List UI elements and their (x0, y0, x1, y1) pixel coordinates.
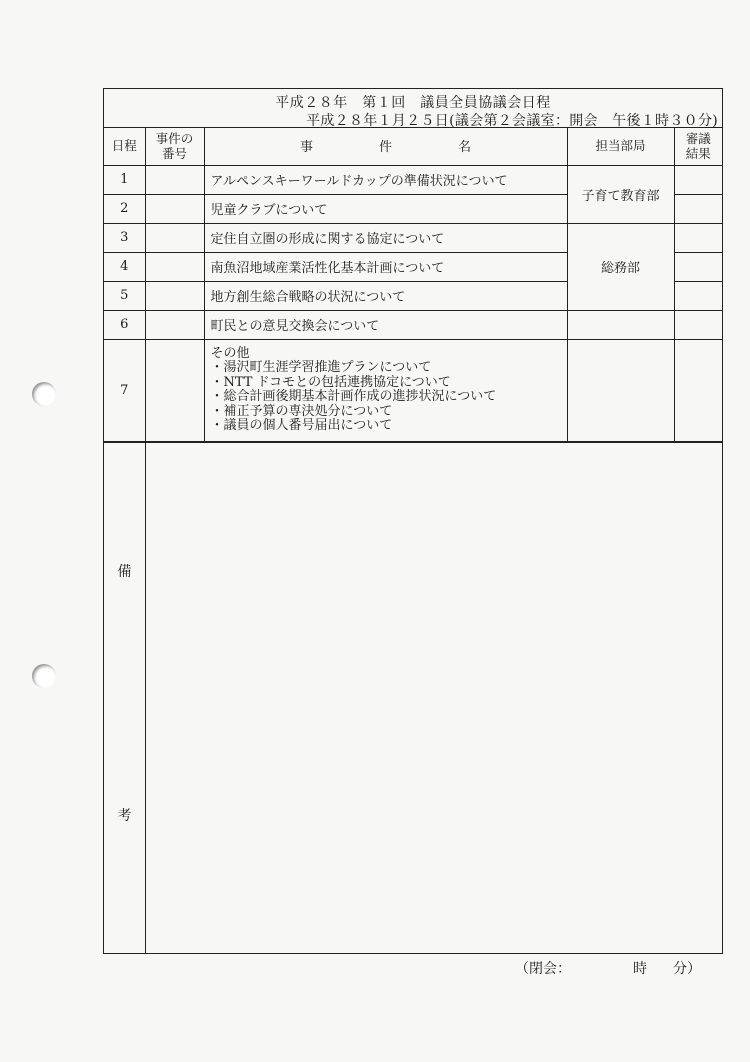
case-number-cell (145, 310, 204, 339)
sheet-header (104, 89, 722, 128)
case-number-cell (145, 194, 204, 223)
agenda-table (104, 127, 722, 442)
col-header-case-no: 事件の 番号 (145, 127, 204, 165)
table-row (104, 223, 722, 252)
table-row (104, 165, 722, 194)
closing-open: （閉会： (515, 961, 571, 977)
page-title: 平成２８年 第１回 議員全員協議会日程 (275, 95, 551, 111)
closing-minute: 分） (673, 961, 701, 977)
result-cell (674, 223, 722, 252)
case-number-cell (145, 252, 204, 281)
col-header-case-name: 事 件 名 (204, 127, 567, 165)
case-name: 定住自立圏の形成に関する協定について (204, 223, 567, 252)
other-item: ・議員の個人番号届出について (210, 418, 393, 433)
punch-hole-top (32, 382, 56, 406)
table-row (104, 310, 722, 339)
result-cell (674, 194, 722, 223)
closing-hour: 時 (633, 961, 647, 977)
case-name: 児童クラブについて (204, 194, 567, 223)
dept-cell: 総務部 (567, 223, 674, 310)
col-header-dept: 担当部局 (567, 127, 674, 165)
row-number: 1 (104, 165, 145, 194)
punch-hole-bottom (32, 664, 56, 688)
closing-time (515, 958, 701, 978)
col-header-day: 日程 (104, 127, 145, 165)
table-row-other (104, 339, 722, 441)
result-cell (674, 252, 722, 281)
case-name: 南魚沼地域産業活性化基本計画について (204, 252, 567, 281)
case-number-cell (145, 223, 204, 252)
case-name: 地方創生総合戦略の状況について (204, 281, 567, 310)
row-number: 2 (104, 194, 145, 223)
remarks-label-char: 備 (117, 564, 132, 580)
meeting-info: 平成２８年１月２５日(議会第２会議室：開会 午後１時３０分) (306, 113, 718, 129)
case-number-cell (145, 339, 204, 441)
other-item: ・NTT ドコモとの包括連携協定について (210, 374, 451, 390)
dept-cell (567, 339, 674, 441)
col-header-result: 審議 結果 (674, 127, 722, 165)
other-item: ・補正予算の専決処分について (210, 403, 393, 419)
case-name: アルペンスキーワールドカップの準備状況について (204, 165, 567, 194)
result-cell (674, 310, 722, 339)
case-number-cell (145, 165, 204, 194)
case-name: 町民との意見交換会について (204, 310, 567, 339)
other-heading: その他 (210, 345, 250, 361)
other-item: ・湯沢町生涯学習推進プランについて (210, 360, 432, 375)
dept-cell: 子育て教育部 (567, 165, 674, 223)
agenda-sheet (103, 88, 723, 954)
result-cell (674, 339, 722, 441)
case-number-cell (145, 281, 204, 310)
row-number: 4 (104, 252, 145, 281)
row-number: 7 (104, 339, 145, 441)
other-items (204, 339, 567, 441)
row-number: 5 (104, 281, 145, 310)
header-row (104, 127, 722, 165)
other-item: ・総合計画後期基本計画作成の進捗状況について (210, 389, 497, 404)
result-cell (674, 281, 722, 310)
row-number: 6 (104, 310, 145, 339)
dept-cell (567, 310, 674, 339)
row-number: 3 (104, 223, 145, 252)
remarks-label-column (104, 443, 146, 953)
result-cell (674, 165, 722, 194)
remarks-section (104, 442, 722, 953)
remarks-label-char: 考 (117, 808, 132, 824)
